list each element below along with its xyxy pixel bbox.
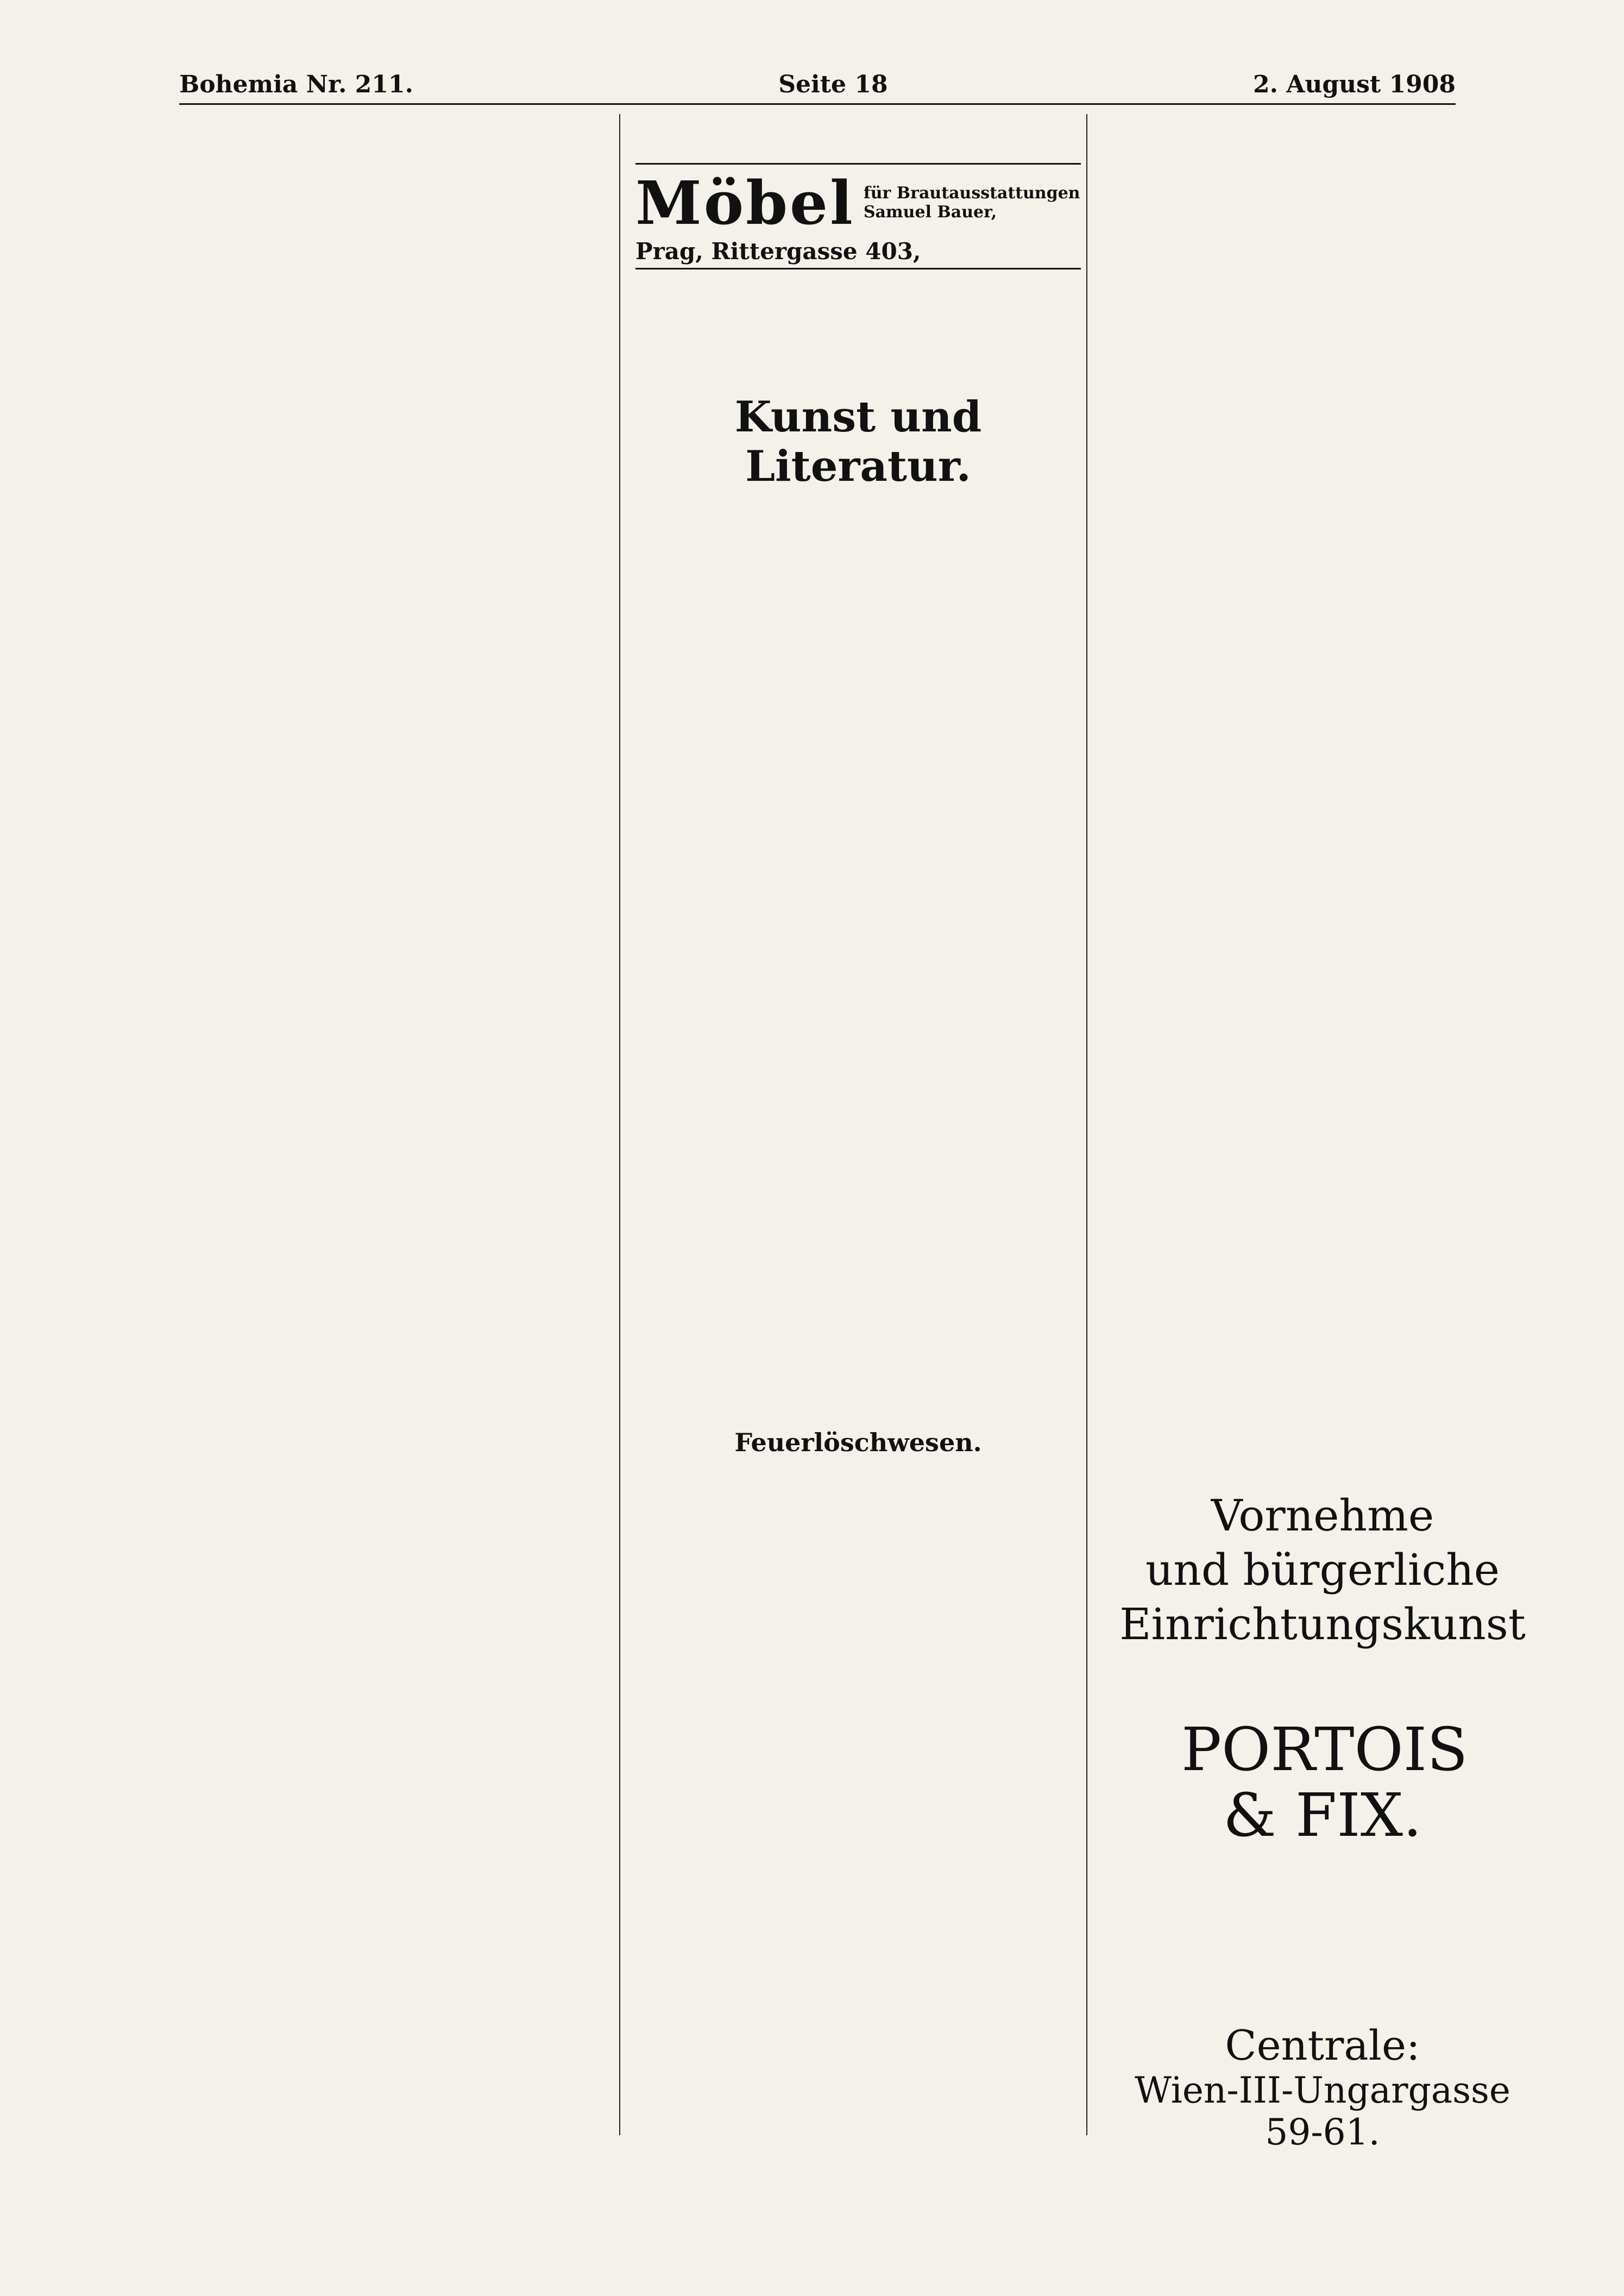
portois-advert xyxy=(1108,1489,1537,2153)
portois-fix-logo xyxy=(1181,1715,1468,1880)
logo-line-2: & FIX. xyxy=(1223,1780,1422,1850)
moebel-word: Möbel xyxy=(635,168,855,238)
centrale-address: Wien-III-Ungargasse 59-61. xyxy=(1135,2069,1510,2153)
page-number: Seite 18 xyxy=(778,71,888,98)
section-heading-feuer: Feuerlöschwesen. xyxy=(734,1428,982,1457)
ad-line-3: Einrichtungskunst xyxy=(1119,1599,1526,1649)
section-heading-kunst: Kunst und Literatur. xyxy=(734,392,982,491)
issue-date: 2. August 1908 xyxy=(1252,71,1456,98)
column-1-body xyxy=(179,114,619,125)
paper-issue: Bohemia Nr. 211. xyxy=(179,71,413,98)
ad-line-2: und bürgerliche xyxy=(1145,1545,1500,1595)
column-3-body xyxy=(1097,114,1537,125)
moebel-side-1: für Brautausstattungen xyxy=(863,184,1080,203)
centrale-label: Centrale: xyxy=(1225,2021,1420,2069)
masthead xyxy=(179,71,1456,105)
column-3 xyxy=(1097,114,1537,1505)
moebel-side xyxy=(864,184,1080,222)
moebel-side-2: Samuel Bauer, xyxy=(863,202,997,222)
column-1 xyxy=(179,114,620,2135)
logo-line-1: PORTOIS xyxy=(1181,1715,1468,1784)
moebel-address: Prag, Rittergasse 403, xyxy=(635,238,921,265)
ad-line-1: Vornehme xyxy=(1211,1490,1434,1541)
moebel-advert xyxy=(635,163,1081,269)
column-2 xyxy=(630,114,1087,2135)
